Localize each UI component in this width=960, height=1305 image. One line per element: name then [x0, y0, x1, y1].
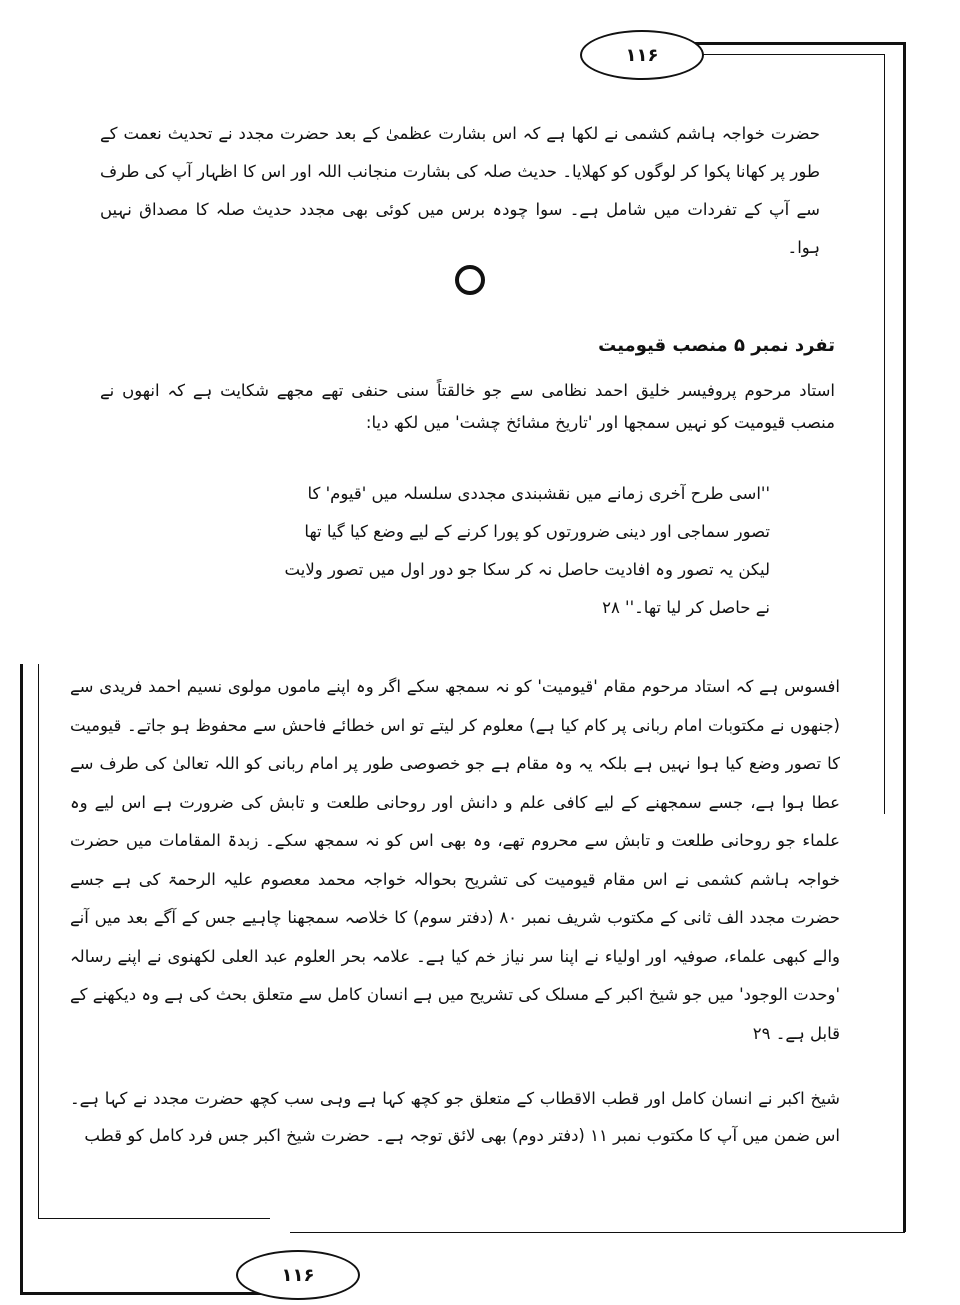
paragraph-2-text: استاد مرحوم پروفیسر خلیق احمد نظامی سے جو خالقتاً سنی حنفی تھے مجھے شکایت ہے کہ انھوں نے منصب قیومیت کو نہیں سمجھا اور 'تاریخ مشائخ چشت' میں لکھ دیا:	[100, 381, 835, 432]
frame-right-outer-line	[903, 42, 906, 1232]
paragraph-1-text: حضرت خواجہ ہاشم کشمی نے لکھا ہے کہ اس بشارت عظمیٰ کے بعد حضرت مجدد نے تحدیث نعمت کے طور پر کھانا پکوا کر لوگوں کو کھلایا۔ حدیث صلہ کی بشارت منجانب اللہ اور اس کا اظہار آپ کی طرف سے آپ کے تفردات میں شامل ہے۔ سوا چودہ برس میں کوئی بھی مجدد حدیث صلہ کا مصداق نہیں ہوا۔	[100, 124, 820, 257]
page-number-bottom: ۱۱۶	[236, 1250, 360, 1300]
paragraph-4	[70, 1080, 840, 1154]
quote-line: نے حاصل کر لیا تھا۔'' ۲۸	[602, 598, 770, 617]
paragraph-3	[70, 668, 840, 1053]
quote-line: لیکن یہ تصور وہ افادیت حاصل نہ کر سکا جو دور اول میں تصور ولایت	[284, 560, 770, 579]
paragraph-4-text: شیخ اکبر نے انسان کامل اور قطب الاقطاب کے متعلق جو کچھ کہا ہے وہی سب کچھ حضرت مجدد نے کہا ہے۔ اس ضمن میں آپ کا مکتوب نمبر ۱۱ (دفتر دوم) بھی لائق توجہ ہے۔ حضرت شیخ اکبر جس فرد کامل کو قطب	[70, 1089, 840, 1145]
paragraph-1	[100, 115, 820, 267]
page-number-top: ۱۱۶	[580, 30, 704, 80]
frame-bottom-inner-line	[38, 1218, 270, 1219]
frame-left-inner-line	[38, 664, 39, 1219]
quote-line: تصور سماجی اور دینی ضرورتوں کو پورا کرنے کے لیے وضع کیا گیا تھا	[304, 522, 770, 541]
frame-top-outer-line	[680, 42, 905, 45]
frame-left-outer-line	[20, 664, 23, 1294]
paragraph-2	[100, 375, 835, 439]
frame-bottom-right-line	[290, 1232, 905, 1233]
section-divider-circle-icon	[455, 265, 485, 295]
quote-line: ''اسی طرح آخری زمانے میں نقشبندی مجددی سلسلہ میں 'قیوم' کا	[307, 484, 770, 503]
paragraph-3-text: افسوس ہے کہ استاد مرحوم مقام 'قیومیت' کو نہ سمجھ سکے اگر وہ اپنے ماموں مولوی نسیم احمد فریدی سے (جنھوں نے مکتوبات امام ربانی پر کام کیا ہے) معلوم کر لیتے تو اس خطائے فاحش سے محفوظ ہو جاتے۔ قیومیت کا تصور وضع کیا ہوا نہیں ہے بلکہ یہ وہ مقام ہے جو خصوصی طور پر امام ربانی کو اللہ تعالیٰ کی طرف سے عطا ہوا ہے، جسے سمجھنے کے لیے کافی علم و دانش اور روحانی طلعت و تابش کی ضرورت ہے اس لیے وہ علماء جو روحانی طلعت و تابش سے محروم تھے، وہ بھی اس کو نہ سمجھ سکے۔ زبدۃ المقامات میں حضرت خواجہ ہاشم کشمی نے اس مقام قیومیت کی تشریح بحوالہ خواجہ محمد معصوم علیہ الرحمۃ کی ہے جسے حضرت مجدد الف ثانی کے مکتوب شریف نمبر ۸۰ (دفتر سوم) کا خلاصہ سمجھنا چاہیے جس کے آگے بعد میں آنے والے کبھی علماء، صوفیہ اور اولیاء نے اپنا سر نیاز خم کیا ہے۔ علامہ بحر العلوم عبد العلی لکھنوی نے اپنے رسالہ 'وحدت الوجود' میں جو شیخ اکبر کے مسلک کی تشریح میں ہے انسان کامل سے متعلق بحث کی ہے وہ دیکھنے کے قابل ہے۔ ۲۹	[70, 677, 840, 1043]
frame-bottom-outer-line	[20, 1292, 270, 1295]
frame-top-inner-line	[680, 54, 885, 55]
section-heading: تفرد نمبر ۵ منصب قیومیت	[598, 335, 835, 356]
frame-right-inner-line	[884, 54, 885, 814]
block-quote	[255, 475, 770, 627]
